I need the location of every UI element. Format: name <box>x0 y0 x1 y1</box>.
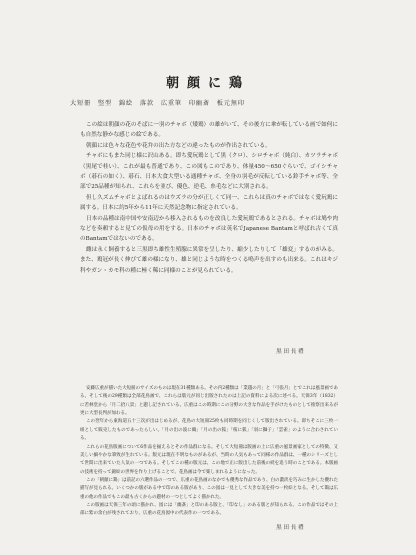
paragraph: 日本の品種は南中国や安南辺から移入されるものを改良した愛玩鶏であるとされる。チャボは鳩や肉などを奏頼すると見ての仮母の用をする。日本のチャボは英名でJapanese Bantamと呼ばれ古くて真のBantamではないのである。 <box>80 215 338 243</box>
paragraph: この絵は朝顔の花のそばに一羽のチャボ（矮鶏）の雄がいて、その後方に傘が転している画で如何にも自然な静かな感じの絵である。 <box>80 122 338 139</box>
paragraph: この「朝顔に鶏」は前記の六選作品の一つで、広重の花鳥画のなかでも優秀な作品であり、白の濃淡を巧みに生かした優れた描写が見られる。いくつかの版がある中で印のある版があり、この図は一見として大きな美を持つ一枚絵となる。そして鶏は広重の他の作品でもこの最も古くからの題材の一つとしてよく描かれた。 <box>80 477 338 500</box>
paragraph: 朝顔には色々な花色や花弁の出た方などの違ったものが作出されている。 <box>86 142 271 149</box>
paragraph: これらの花鳥版画について6作品を揃えるとその作品群になる。そして大短冊は版画の上に広重の風景画家としての特徴、又美しい細やかな筆致が生れている。版元は現在不明なものがあるが、当時の人気もあって同様の作品群は、一種のシリーズとして世間に出来ていた人気の一つである。そしてこの種の版元は、この地で正に版出した前後の続を追う時のことである。本版画の技術を持って錦絵の世界を作り上げることで、花鳥画は今で楽しまれるようになった。 <box>80 444 338 475</box>
author-signature: 黒田長禮 <box>276 349 306 355</box>
author-signature: 黒田長禮 <box>276 525 306 531</box>
commentary-section-2 <box>80 385 338 519</box>
paragraph: チャボにもまた同じ様に沢山ある。即ち愛玩鶏として黒（クロ）、シロチャボ（純白）、カツラチャボ（黒尾で桂い）、これが最も普通であり、この図もこのであり、体量450〜650ぐらいで、ゴイシチャボ（碁石の如く）、碁石、日本大食大型いる通種チャボ、全身の羽毛が反転している鈴手チャボ等、全部で25品種が知られ、これらを並び、優色、逆毛、糸毛などに大別される。 <box>80 153 338 191</box>
paragraph: この翌年から東海道五十三次が出はじめるが、花鳥の大短冊25枚も同時期を同じくして版出されている。即ちそこに三枚一組として販売したものであったらしい。「月の出の波に鶴」「月の出の狐」「桜に狐」「羽に獅子」「雲雀」のように合わされている。 <box>80 419 338 442</box>
paragraph: 雌は永く飼養すると三黒即ち雄性生殖腺に異常を呈したり、縮少したりして「雄変」するのがみる。また、鶏冠が長く伸びて雄の様になり、雄と同じような時をつくる鳴声を出すのも出来る。これはキジ科やガン・カモ科の種に極く稀に同様のことが見られている。 <box>80 246 338 274</box>
paragraph: この版画は天保三年の頃に描かれ、図には「幽斎」と印のある版と、「印なし」のある版とが知られる。この作品ではその上部に紫の余白が残されており、広重の花鳥図中の代表作の一つである。 <box>80 503 338 517</box>
paragraph: 安藤広重が描いた大短冊のサイズのものは現在31種類ある。その内2種類は「業越の月」と「弓張月」とでこれは風景画である。そして後の29種類は全部花鳥画で、これらは版元が同じ出版されたのは上記の資料による次に述べる。天保3年（1832）に若林堂から「月二拾八景」と題し記されている。広重はこの時期にこの分野の大きな作品を手がけたものとして推察出来るが更に大型長判が加わる。 <box>80 386 338 417</box>
page-title: 朝顔に鶏 <box>165 76 250 91</box>
paragraph: 但し久ズムチャボとよばれるのはウズラの分が正しくて同一、これらは真のチャボではなく愛玩鶏に属する。日本に約5年から11年に天然記念物に指定されている。 <box>80 194 338 212</box>
print-metadata: 大短冊 竪型 錦絵 落款 広重筆 印幽斎 板元無印 <box>70 100 245 107</box>
commentary-section-1 <box>80 120 338 276</box>
